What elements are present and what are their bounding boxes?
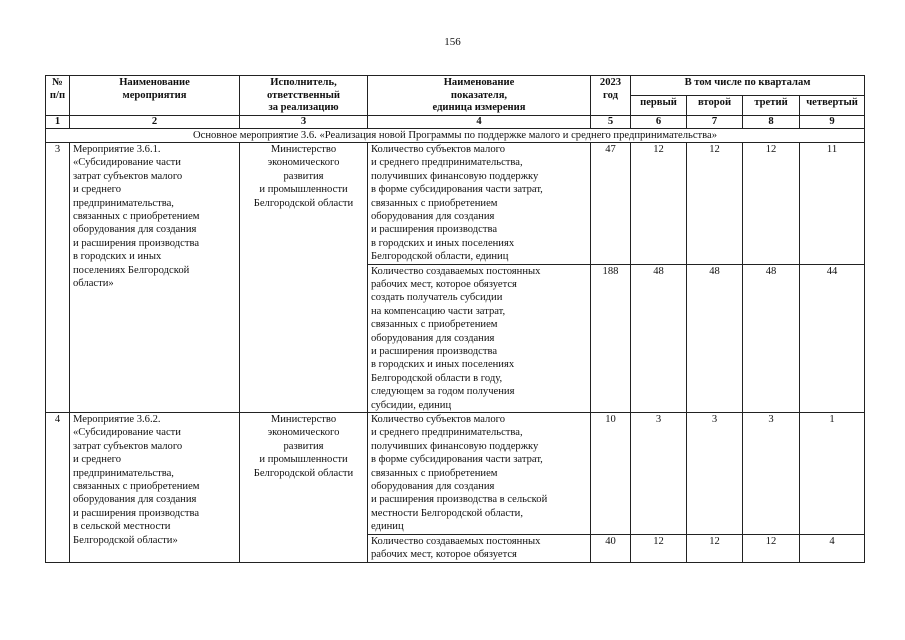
- page-number: 156: [444, 36, 461, 48]
- indicator-name: Количество субъектов малого и среднего предпринимательства, получивших финансовую поддержку в форме субсидирования части затрат, связанных с приобретением оборудования для создания и расширения производства в сельской местности Белгородской области, единиц: [368, 413, 591, 535]
- row-number: 3: [46, 142, 70, 412]
- index-cell: 9: [800, 115, 865, 128]
- header-num: № п/п: [46, 76, 70, 116]
- index-cell: 5: [591, 115, 631, 128]
- index-row: [46, 115, 865, 128]
- q1-value: 3: [631, 413, 687, 535]
- indicator-name: Количество субъектов малого и среднего предпринимательства, получивших финансовую поддержку в форме субсидирования части затрат, связанных с приобретением оборудования для создания и расширения производства в городских и иных поселениях Белгородской области, единиц: [368, 142, 591, 264]
- q4-value: 4: [800, 534, 865, 562]
- index-cell: 1: [46, 115, 70, 128]
- year-value: 10: [591, 413, 631, 535]
- indicator-name: Количество создаваемых постоянных рабочих мест, которое обязуется: [368, 534, 591, 562]
- q1-value: 48: [631, 264, 687, 412]
- row-number: 4: [46, 413, 70, 562]
- q2-value: 3: [687, 413, 743, 535]
- q2-value: 12: [687, 534, 743, 562]
- header-q4: четвертый: [800, 95, 865, 115]
- executor: Министерство экономического развития и промышленности Белгородской области: [240, 142, 368, 412]
- index-cell: 7: [687, 115, 743, 128]
- q4-value: 1: [800, 413, 865, 535]
- activities-table: [45, 75, 865, 563]
- table-row: [46, 142, 865, 264]
- index-cell: 3: [240, 115, 368, 128]
- year-value: 40: [591, 534, 631, 562]
- q1-value: 12: [631, 534, 687, 562]
- q3-value: 12: [743, 534, 800, 562]
- event-name: Мероприятие 3.6.2. «Субсидирование части затрат субъектов малого и среднего предпринимательства, связанных с приобретением оборудования для создания и расширения производства в сельской местности Белгородской области»: [70, 413, 240, 562]
- header-q2: второй: [687, 95, 743, 115]
- q3-value: 12: [743, 142, 800, 264]
- q2-value: 12: [687, 142, 743, 264]
- executor: Министерство экономического развития и промышленности Белгородской области: [240, 413, 368, 562]
- table-row: [46, 413, 865, 535]
- header-quarters: В том числе по кварталам: [631, 76, 865, 96]
- q4-value: 11: [800, 142, 865, 264]
- event-name: Мероприятие 3.6.1. «Субсидирование части затрат субъектов малого и среднего предпринимательства, связанных с приобретением оборудования для создания и расширения производства в городских и иных поселениях Белгородской области»: [70, 142, 240, 412]
- q1-value: 12: [631, 142, 687, 264]
- q4-value: 44: [800, 264, 865, 412]
- header-year: 2023 год: [591, 76, 631, 116]
- header-q3: третий: [743, 95, 800, 115]
- index-cell: 4: [368, 115, 591, 128]
- index-cell: 8: [743, 115, 800, 128]
- section-title: Основное мероприятие 3.6. «Реализация новой Программы по поддержке малого и среднего предпринимательства»: [46, 128, 865, 142]
- q3-value: 3: [743, 413, 800, 535]
- header-event: Наименование мероприятия: [70, 76, 240, 116]
- index-cell: 6: [631, 115, 687, 128]
- year-value: 47: [591, 142, 631, 264]
- index-cell: 2: [70, 115, 240, 128]
- header-row: [46, 76, 865, 96]
- header-executor: Исполнитель, ответственный за реализацию: [240, 76, 368, 116]
- indicator-name: Количество создаваемых постоянных рабочих мест, которое обязуется создать получатель субсидии на компенсацию части затрат, связанных с приобретением оборудования для создания и расширения производства в городских и иных поселениях Белгородской области в году, следующем за годом получения субсидии, единиц: [368, 264, 591, 412]
- header-indicator: Наименование показателя, единица измерения: [368, 76, 591, 116]
- section-row: [46, 128, 865, 142]
- q3-value: 48: [743, 264, 800, 412]
- year-value: 188: [591, 264, 631, 412]
- header-q1: первый: [631, 95, 687, 115]
- q2-value: 48: [687, 264, 743, 412]
